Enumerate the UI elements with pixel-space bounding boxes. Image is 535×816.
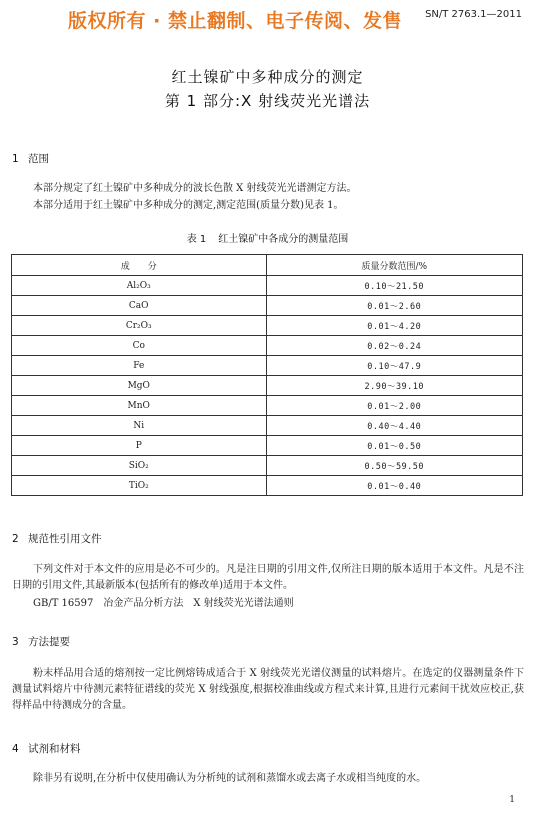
standard-code: SN/T 2763.1—2011: [425, 9, 522, 20]
table-row: [12, 396, 523, 416]
scope-paragraph-1: 本部分规定了红土镍矿中多种成分的波长色散 X 射线荧光光谱测定方法。: [33, 183, 357, 194]
section-number: 4: [12, 743, 19, 755]
component-cell: TiO₂: [12, 476, 267, 496]
component-cell: SiO₂: [12, 456, 267, 476]
table-caption-text: 红土镍矿中各成分的测量范围: [218, 234, 349, 245]
table-row: [12, 356, 523, 376]
section-title: 规范性引用文件: [28, 533, 102, 545]
range-cell: 0.50～59.50: [266, 456, 523, 476]
reagents-paragraph: 除非另有说明,在分析中仅使用确认为分析纯的试剂和蒸馏水或去离子水或相当纯度的水。: [33, 773, 427, 784]
component-cell: Ni: [12, 416, 267, 436]
table-row: [12, 436, 523, 456]
component-cell: P: [12, 436, 267, 456]
scope-paragraph-2: 本部分适用于红土镍矿中多种成分的测定,测定范围(质量分数)见表 1。: [33, 200, 344, 211]
normative-paragraph: 下列文件对于本文件的应用是必不可少的。凡是注日期的引用文件,仅所注日期的版本适用于本文件。凡是不注日期的引用文件,其最新版本(包括所有的修改单)适用于本文件。: [12, 564, 524, 591]
section-number: 3: [12, 636, 19, 648]
page-number: 1: [509, 795, 515, 805]
table-row: [12, 376, 523, 396]
component-cell: MgO: [12, 376, 267, 396]
table-header-range: 质量分数范围/%: [266, 255, 523, 276]
range-cell: 0.40～4.40: [266, 416, 523, 436]
component-cell: Cr₂O₃: [12, 316, 267, 336]
section-heading-normative-references: [12, 531, 102, 546]
method-paragraph: 粉末样品用合适的熔剂按一定比例熔铸成适合于 X 射线荧光光谱仪测量的试料熔片。在选定的仪器测量条件下测量试料熔片中待测元素特征谱线的荧光 X 射线强度,根据校准曲线或方程式来计算,且进行元素间干扰效应校正,获得样品中待测成分的含量。: [12, 668, 524, 711]
copyright-watermark: 版权所有 · 禁止翻制、电子传阅、发售: [68, 10, 402, 32]
range-cell: 0.10～47.9: [266, 356, 523, 376]
table-row: [12, 416, 523, 436]
range-cell: 0.01～2.60: [266, 296, 523, 316]
range-cell: 0.01～0.40: [266, 476, 523, 496]
table-caption: [0, 230, 535, 245]
component-cell: Fe: [12, 356, 267, 376]
table-header-component: 成 分: [12, 255, 267, 276]
range-cell: 0.10～21.50: [266, 276, 523, 296]
section-title: 试剂和材料: [28, 743, 81, 755]
section-number: 1: [12, 153, 19, 165]
table-row: [12, 456, 523, 476]
table-row: [12, 336, 523, 356]
component-cell: Al₂O₃: [12, 276, 267, 296]
section-title: 方法提要: [28, 636, 70, 648]
document-title: 红土镍矿中多种成分的测定: [171, 68, 364, 86]
table-row: [12, 296, 523, 316]
section-title: 范围: [28, 153, 49, 165]
table-row: [12, 276, 523, 296]
section-number: 2: [12, 533, 19, 545]
table-row: [12, 476, 523, 496]
table-row: [12, 316, 523, 336]
range-cell: 0.01～2.00: [266, 396, 523, 416]
component-cell: CaO: [12, 296, 267, 316]
component-cell: Co: [12, 336, 267, 356]
range-cell: 0.01～4.20: [266, 316, 523, 336]
table-header-row: [12, 255, 523, 276]
range-cell: 0.01～0.50: [266, 436, 523, 456]
document-subtitle: 第 1 部分:X 射线荧光光谱法: [164, 92, 371, 110]
section-heading-method: [12, 634, 70, 649]
table-number: 表 1: [186, 234, 207, 245]
range-cell: 2.90～39.10: [266, 376, 523, 396]
component-cell: MnO: [12, 396, 267, 416]
normative-reference-item: GB/T 16597 冶金产品分析方法 X 射线荧光光谱法通则: [33, 598, 294, 609]
section-heading-scope: [12, 151, 49, 166]
measurement-range-table: [11, 254, 523, 496]
section-heading-reagents: [12, 741, 81, 756]
range-cell: 0.02～0.24: [266, 336, 523, 356]
